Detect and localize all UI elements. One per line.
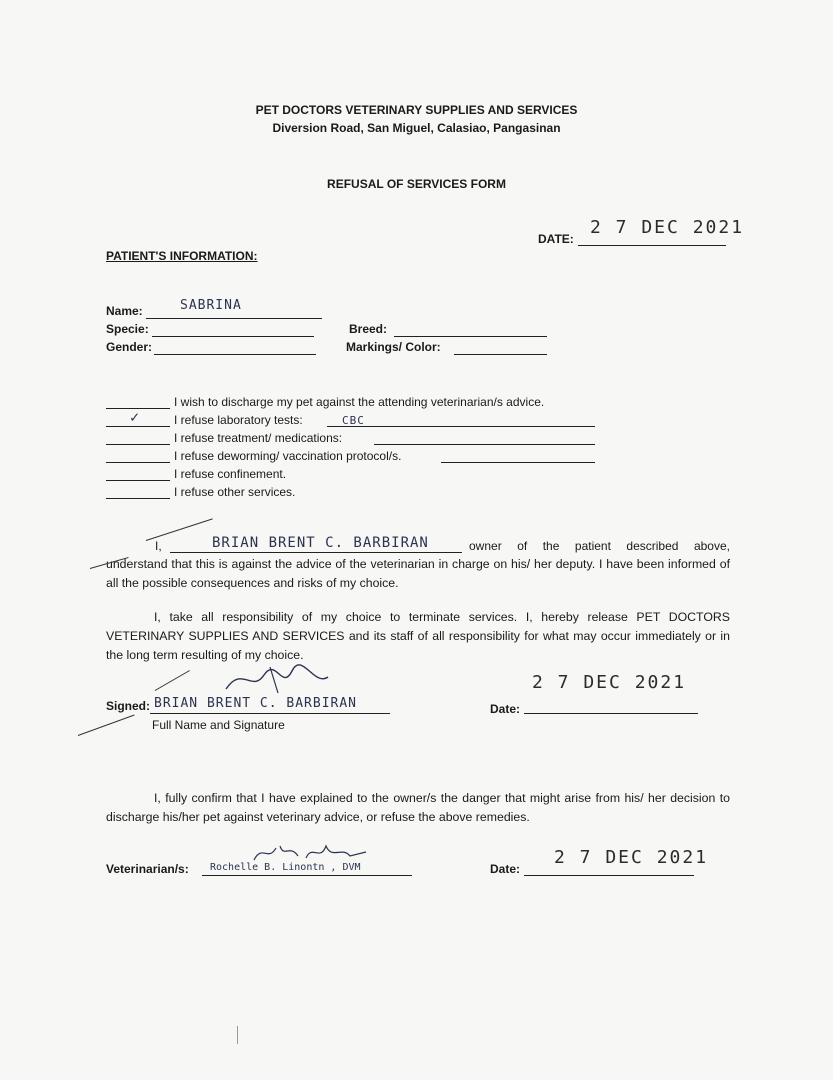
signature-caption: Full Name and Signature [152, 718, 285, 732]
owner-date-line [524, 713, 698, 714]
option-5-text: I refuse confinement. [174, 467, 287, 481]
vet-date-line [524, 875, 694, 876]
option-2-detail-line [327, 426, 595, 427]
pen-stroke [146, 518, 213, 541]
signed-value: BRIAN BRENT C. BARBIRAN [154, 696, 358, 711]
owner-signature-scribble [222, 663, 332, 695]
top-date-label: DATE: [538, 232, 574, 246]
option-2-blank [106, 426, 170, 427]
gender-label: Gender: [106, 340, 153, 354]
markings-label: Markings/ Color: [346, 340, 441, 354]
company-name: PET DOCTORS VETERINARY SUPPLIES AND SERVICES [255, 103, 578, 117]
owner-name-handwritten: BRIAN BRENT C. BARBIRAN [212, 535, 429, 551]
vet-line [202, 875, 412, 876]
name-label: Name: [106, 304, 143, 318]
pen-stroke [155, 670, 190, 691]
vet-date-value: 2 7 DEC 2021 [554, 847, 709, 868]
patient-section-label: PATIENT'S INFORMATION: [106, 249, 258, 263]
vet-name-handwritten: Rochelle B. Linontn , DVM [210, 862, 361, 873]
signed-label: Signed: [106, 699, 150, 713]
owner-date-value: 2 7 DEC 2021 [532, 672, 687, 693]
owner-statement-body: understand that this is against the advice of the veterinarian in charge on his/ her deputy. I have been informed of all the possible consequences and risks of my choice. [106, 557, 730, 590]
confirmation-paragraph: I, fully confirm that I have explained to the owner/s the danger that might arise from his/ her decision to discharge his/her pet against veterinary advice, or refuse the above remedies. [106, 791, 730, 824]
option-1-text: I wish to discharge my pet against the attending veterinarian/s advice. [174, 395, 545, 409]
name-value: SABRINA [180, 298, 242, 313]
gender-line [154, 354, 316, 355]
specie-line [152, 336, 314, 337]
breed-label: Breed: [349, 322, 388, 336]
option-4-text: I refuse deworming/ vaccination protocol/s. [174, 449, 402, 463]
option-3-text: I refuse treatment/ medications: [174, 431, 343, 445]
option-3-detail-line [374, 444, 595, 445]
top-date-value: 2 7 DEC 2021 [590, 217, 745, 238]
stray-mark [237, 1026, 238, 1044]
option-4-blank [106, 462, 170, 463]
owner-date-label: Date: [490, 702, 521, 716]
option-2-checkmark: ✓ [130, 408, 141, 426]
markings-line [454, 354, 547, 355]
name-line [146, 318, 322, 319]
option-6-text: I refuse other services. [174, 485, 296, 499]
form-title: REFUSAL OF SERVICES FORM [327, 177, 506, 191]
owner-name-line [170, 552, 462, 553]
option-6-blank [106, 498, 170, 499]
option-3-blank [106, 444, 170, 445]
option-5-blank [106, 480, 170, 481]
breed-line [394, 336, 547, 337]
owner-statement-line1: owner of the patient described above, [469, 539, 730, 553]
option-4-detail-line [441, 462, 595, 463]
company-address: Diversion Road, San Miguel, Calasiao, Pangasinan [272, 121, 561, 135]
vet-label: Veterinarian/s: [106, 862, 189, 876]
vet-date-label: Date: [490, 862, 521, 876]
specie-label: Specie: [106, 322, 149, 336]
responsibility-paragraph: I, take all responsibility of my choice to terminate services. I, hereby release PET DOCTORS VETERINARY SUPPLIES AND SERVICES and its staff of all responsibility for what may occur immediately or in the long term resulting of my choice. [106, 610, 730, 662]
option-2-detail: CBC [342, 414, 365, 427]
signed-line [150, 713, 390, 714]
owner-prefix: I, [155, 539, 162, 553]
option-2-text: I refuse laboratory tests: [174, 413, 303, 427]
pen-stroke [78, 715, 135, 736]
top-date-line [578, 245, 726, 246]
